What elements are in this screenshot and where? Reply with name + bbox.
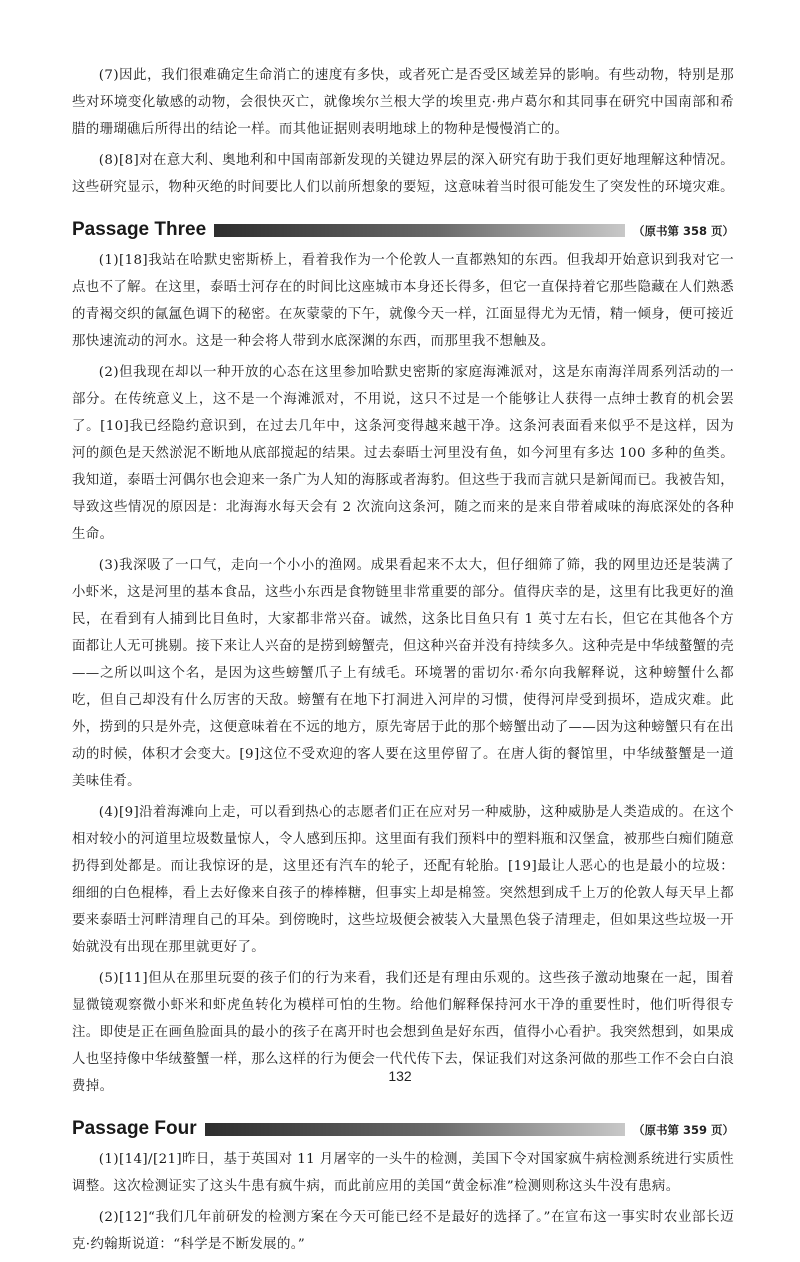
passage-three-paragraph-4: (4)[9]沿着海滩向上走，可以看到热心的志愿者们正在应对另一种威胁，这种威胁是人类造成的。在这个相对较小的河道里垃圾数量惊人，令人感到压抑。这里面有我们预料中的塑料瓶和汉堡盒，被那些白痴们随意扔得到处都是。而让我惊讶的是，这里还有汽车的轮子，还配有轮胎。[19]最让人恶心的也是最小的垃圾：细细的白色棍棒，看上去好像来自孩子的棒棒糖，但事实上却是棉签。突然想到成千上万的伦敦人每天早上都要来泰晤士河畔清理自己的耳朵。到傍晚时，这些垃圾便会被装入大量黑色袋子清理走，但如果这些垃圾一开始就没有出现在那里就更好了。 [72,805,734,955]
passage-four-page-ref: （原书第 359 页） [632,1123,734,1137]
passage-three-paragraph-1: (1)[18]我站在哈默史密斯桥上，看着我作为一个伦敦人一直都熟知的东西。但我却开始意识到我对它一点也不了解。在这里，泰晤士河存在的时间比这座城市本身还长得多，但它一直保持着它那些隐藏在人们熟悉的青褐交织的氤氲色调下的秘密。在灰蒙蒙的下午，就像今天一样，江面显得尤为无情，精一倾身，便可接近那快速流动的河水。这是一种会将人带到水底深渊的东西，而那里我不想触及。 [72,253,734,349]
passage-three-paragraph-5: (5)[11]但从在那里玩耍的孩子们的行为来看，我们还是有理由乐观的。这些孩子激动地聚在一起，围着显微镜观察微小虾米和虾虎鱼转化为模样可怕的生物。给他们解释保持河水干净的重要性时，他们听得很专注。即使是正在画鱼脸面具的最小的孩子在离开时也会想到鱼是好东西，值得小心看护。我突然想到，如果成人也坚持像中华绒螯蟹一样，那么这样的行为便会一代代传下去，保证我们对这条河做的那些工作不会白白浪费掉。 [72,971,734,1094]
passage-four-header [72,1112,734,1140]
page-number: 132 [388,1068,412,1084]
passage-three-header [72,213,734,241]
passage-three-page-ref: （原书第 358 页） [632,224,734,238]
passage-four-paragraph-2: (2)[12]“我们几年前研发的检测方案在今天可能已经不是最好的选择了。”在宣布这一事实时农业部长迈克·约翰斯说道：“科学是不断发展的。” [72,1210,734,1252]
passage-three-paragraph-3: (3)我深吸了一口气，走向一个小小的渔网。成果看起来不太大，但仔细筛了筛，我的网里边还是装满了小虾米，这是河里的基本食品，这些小东西是食物链里非常重要的部分。值得庆幸的是，这里有比我更好的渔民，在看到有人捕到比目鱼时，大家都非常兴奋。诚然，这条比目鱼只有 1 英寸左右长，但它在其他各个方面都让人无可挑剔。接下来让人兴奋的是捞到螃蟹壳，但这种兴奋并没有持续多久。这种壳是中华绒螯蟹的壳——之所以叫这个名，是因为这些螃蟹爪子上有绒毛。环境署的雷切尔·希尔向我解释说，这种螃蟹什么都吃，但自己却没有什么厉害的天敌。螃蟹有在地下打洞进入河岸的习惯，使得河岸受到损坏，造成灾难。此外，捞到的只是外壳，这便意味着在不远的地方，原先寄居于此的那个螃蟹出动了——因为这种螃蟹只有在出动的时候，体积才会变大。[9]这位不受欢迎的客人要在这里停留了。在唐人街的餐馆里，中华绒螯蟹是一道美味佳肴。 [72,558,734,789]
passage-four-title: Passage Four [72,1118,197,1139]
passage-two-paragraph-8: (8)[8]对在意大利、奥地利和中国南部新发现的关键边界层的深入研究有助于我们更好地理解这种情况。这些研究显示，物种灭绝的时间要比人们以前所想象的要短，这意味着当时很可能发生了突发性的环境灾难。 [72,153,734,195]
header-rule-bar [214,224,625,237]
passage-three-title: Passage Three [72,219,207,240]
header-rule-bar [205,1123,625,1136]
passage-four-paragraph-1: (1)[14]/[21]昨日，基于英国对 11 月屠宰的一头牛的检测，美国下令对国家疯牛病检测系统进行实质性调整。这次检测证实了这头牛患有疯牛病，而此前应用的美国“黄金标准”检测则称这头牛没有患病。 [72,1152,734,1194]
passage-two-paragraph-7: (7)因此，我们很难确定生命消亡的速度有多快，或者死亡是否受区域差异的影响。有些动物，特别是那些对环境变化敏感的动物，会很快灭亡，就像埃尔兰根大学的埃里克·弗卢葛尔和其同事在研究中国南部和希腊的珊瑚礁后所得出的结论一样。而其他证据则表明地球上的物种是慢慢消亡的。 [72,68,734,137]
passage-three-paragraph-2: (2)但我现在却以一种开放的心态在这里参加哈默史密斯的家庭海滩派对，这是东南海洋周系列活动的一部分。在传统意义上，这不是一个海滩派对，不用说，这只不过是一个能够让人获得一点绅士教育的机会罢了。[10]我已经隐约意识到，在过去几年中，这条河变得越来越干净。这条河表面看来似乎不是这样，因为河的颜色是天然淤泥不断地从底部搅起的结果。过去泰晤士河里没有鱼，如今河里有多达 100 多种的鱼类。我知道，泰晤士河偶尔也会迎来一条广为人知的海豚或者海豹。但这些于我而言就只是新闻而已。我被告知，导致这些情况的原因是：北海海水每天会有 2 次流向这条河，随之而来的是来自带着咸味的海底深处的各种生命。 [72,365,734,542]
